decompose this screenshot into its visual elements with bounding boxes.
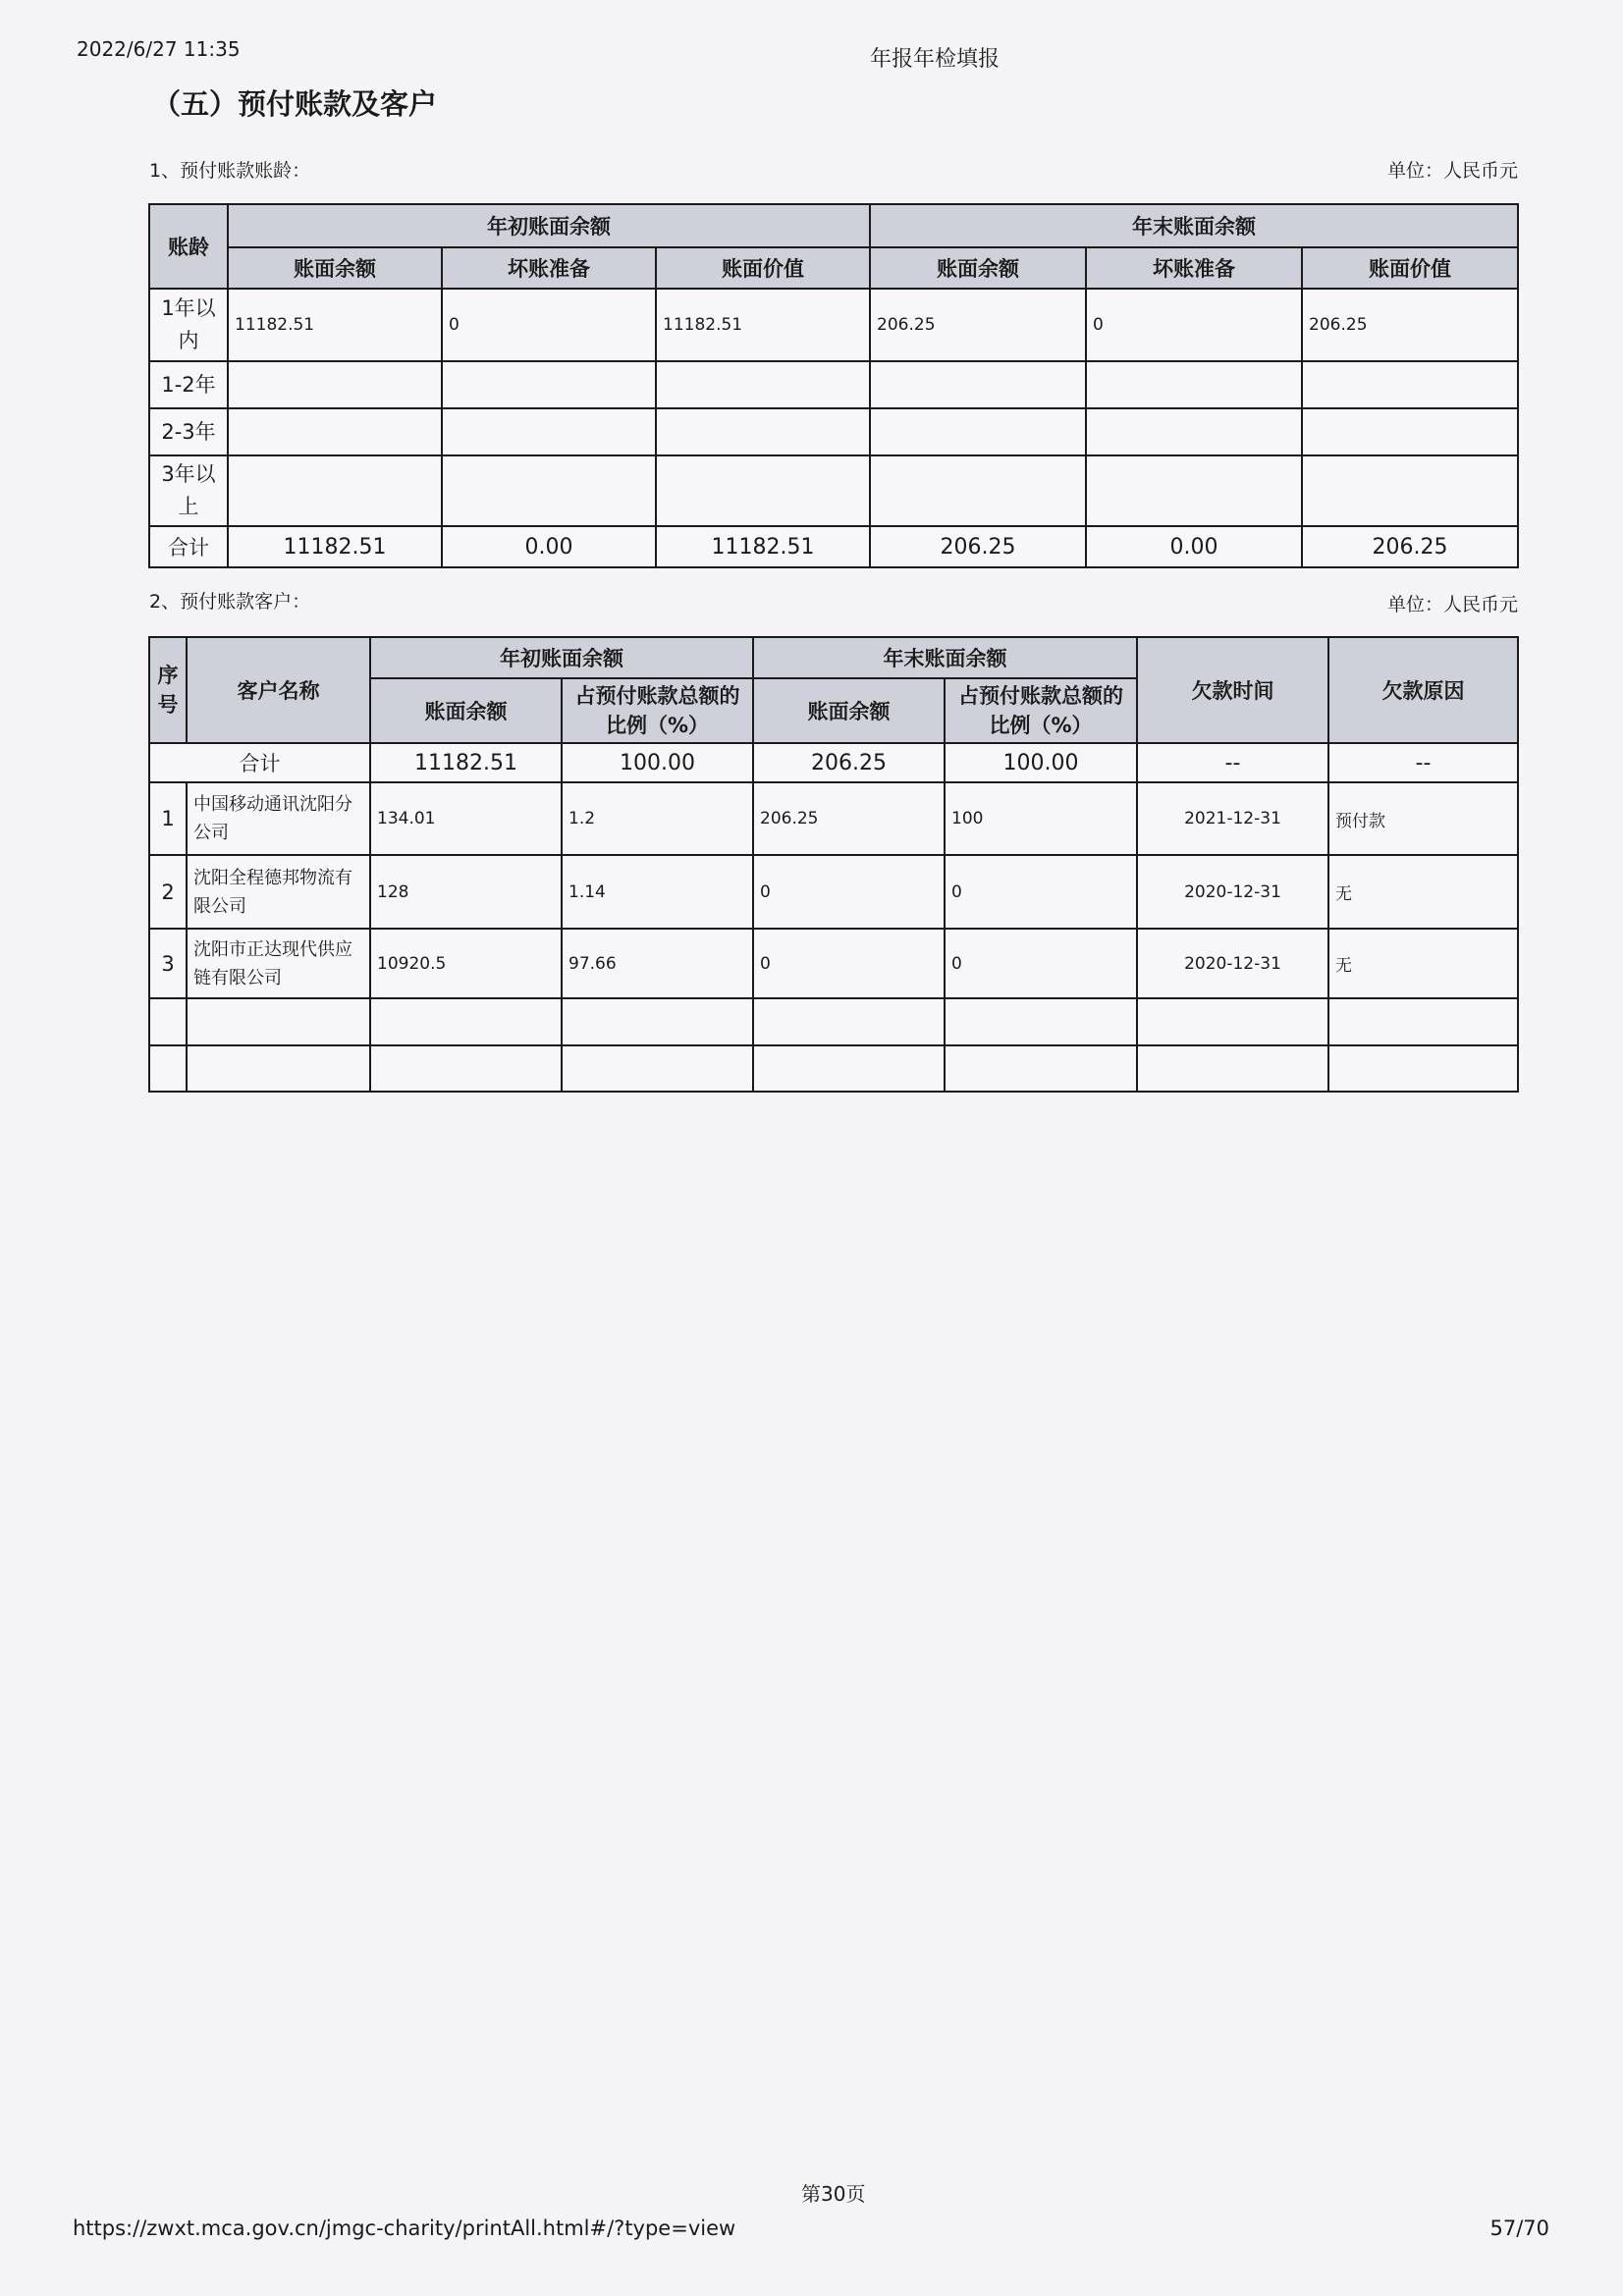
total-row bbox=[149, 526, 1518, 567]
cell-begin-bad-debt bbox=[442, 408, 656, 455]
cell-begin-ratio bbox=[562, 998, 753, 1045]
cell-end-value bbox=[1302, 361, 1518, 408]
customer-name bbox=[187, 998, 370, 1045]
total-begin-balance: 11182.51 bbox=[370, 743, 562, 782]
cell-debt-reason: 无 bbox=[1328, 855, 1518, 929]
col-header-bad-debt: 坏账准备 bbox=[442, 247, 656, 289]
cell-begin-balance: 11182.51 bbox=[228, 289, 442, 361]
total-end-bad-debt: 0.00 bbox=[1086, 526, 1302, 567]
customer-name: 沈阳全程德邦物流有限公司 bbox=[187, 855, 370, 929]
col-group-begin: 年初账面余额 bbox=[370, 637, 753, 678]
total-begin-balance: 11182.51 bbox=[228, 526, 442, 567]
table2-subtitle: 2、预付账款客户： bbox=[149, 591, 311, 613]
cell-end-ratio bbox=[945, 998, 1137, 1045]
col-header-age: 账龄 bbox=[149, 204, 228, 289]
cell-debt-time: 2021-12-31 bbox=[1137, 782, 1328, 855]
total-end-ratio: 100.00 bbox=[945, 743, 1137, 782]
cell-begin-balance bbox=[228, 361, 442, 408]
cell-begin-value bbox=[656, 455, 870, 526]
cell-begin-balance bbox=[370, 1045, 562, 1092]
row-no: 2 bbox=[149, 855, 187, 929]
table-row bbox=[149, 782, 1518, 855]
total-debt-time: -- bbox=[1137, 743, 1328, 782]
col-group-begin: 年初账面余额 bbox=[228, 204, 870, 247]
col-header-ratio: 占预付账款总额的比例（%） bbox=[945, 678, 1137, 743]
col-header-bad-debt: 坏账准备 bbox=[1086, 247, 1302, 289]
col-group-end: 年末账面余额 bbox=[870, 204, 1518, 247]
row-no: 3 bbox=[149, 929, 187, 998]
table-row bbox=[149, 361, 1518, 408]
row-no: 1 bbox=[149, 782, 187, 855]
cell-debt-reason bbox=[1328, 998, 1518, 1045]
col-header-book-value: 账面价值 bbox=[1302, 247, 1518, 289]
col-header-ratio: 占预付账款总额的比例（%） bbox=[562, 678, 753, 743]
cell-debt-time: 2020-12-31 bbox=[1137, 929, 1328, 998]
cell-begin-ratio: 1.2 bbox=[562, 782, 753, 855]
total-end-balance: 206.25 bbox=[753, 743, 945, 782]
print-header-title: 年报年检填报 bbox=[870, 47, 1001, 72]
table-row bbox=[149, 855, 1518, 929]
customer-table bbox=[148, 636, 1519, 1093]
total-label: 合计 bbox=[149, 743, 370, 782]
cell-begin-value: 11182.51 bbox=[656, 289, 870, 361]
total-end-balance: 206.25 bbox=[870, 526, 1086, 567]
cell-debt-reason: 预付款 bbox=[1328, 782, 1518, 855]
total-begin-value: 11182.51 bbox=[656, 526, 870, 567]
total-debt-reason: -- bbox=[1328, 743, 1518, 782]
table-row bbox=[149, 929, 1518, 998]
total-begin-bad-debt: 0.00 bbox=[442, 526, 656, 567]
cell-end-bad-debt bbox=[1086, 455, 1302, 526]
customer-name bbox=[187, 1045, 370, 1092]
col-header-debt-time: 欠款时间 bbox=[1137, 637, 1328, 743]
cell-begin-ratio bbox=[562, 1045, 753, 1092]
total-begin-ratio: 100.00 bbox=[562, 743, 753, 782]
cell-begin-bad-debt bbox=[442, 455, 656, 526]
row-no bbox=[149, 1045, 187, 1092]
print-datetime: 2022/6/27 11:35 bbox=[77, 37, 241, 61]
row-age: 2-3年 bbox=[149, 408, 228, 455]
cell-end-balance bbox=[870, 361, 1086, 408]
customer-name: 中国移动通讯沈阳分公司 bbox=[187, 782, 370, 855]
cell-begin-value bbox=[656, 408, 870, 455]
cell-end-ratio: 100 bbox=[945, 782, 1137, 855]
cell-end-ratio: 0 bbox=[945, 855, 1137, 929]
cell-begin-balance bbox=[228, 455, 442, 526]
cell-debt-reason bbox=[1328, 1045, 1518, 1092]
cell-begin-balance bbox=[228, 408, 442, 455]
cell-end-balance bbox=[753, 1045, 945, 1092]
row-age: 1年以内 bbox=[149, 289, 228, 361]
cell-end-value: 206.25 bbox=[1302, 289, 1518, 361]
cell-end-balance bbox=[753, 998, 945, 1045]
col-header-book-balance: 账面余额 bbox=[228, 247, 442, 289]
cell-begin-value bbox=[656, 361, 870, 408]
row-age: 1-2年 bbox=[149, 361, 228, 408]
customer-name: 沈阳市正达现代供应链有限公司 bbox=[187, 929, 370, 998]
cell-end-ratio bbox=[945, 1045, 1137, 1092]
row-no bbox=[149, 998, 187, 1045]
footer-page-count: 57/70 bbox=[1489, 2216, 1549, 2240]
table-row bbox=[149, 1045, 1518, 1092]
cell-end-bad-debt bbox=[1086, 408, 1302, 455]
table-row bbox=[149, 289, 1518, 361]
cell-end-balance: 0 bbox=[753, 855, 945, 929]
cell-debt-time bbox=[1137, 1045, 1328, 1092]
col-header-no: 序号 bbox=[149, 637, 187, 743]
cell-end-balance bbox=[870, 455, 1086, 526]
col-header-balance: 账面余额 bbox=[370, 678, 562, 743]
cell-end-value bbox=[1302, 408, 1518, 455]
col-group-end: 年末账面余额 bbox=[753, 637, 1137, 678]
cell-end-balance: 206.25 bbox=[870, 289, 1086, 361]
cell-begin-balance: 128 bbox=[370, 855, 562, 929]
aging-table bbox=[148, 203, 1519, 568]
cell-end-balance bbox=[870, 408, 1086, 455]
page-number: 第30页 bbox=[801, 2182, 866, 2206]
cell-begin-bad-debt bbox=[442, 361, 656, 408]
table-row bbox=[149, 998, 1518, 1045]
cell-debt-time: 2020-12-31 bbox=[1137, 855, 1328, 929]
cell-end-value bbox=[1302, 455, 1518, 526]
cell-debt-time bbox=[1137, 998, 1328, 1045]
table1-subtitle: 1、预付账款账龄： bbox=[149, 160, 311, 182]
footer-url: https://zwxt.mca.gov.cn/jmgc-charity/printAll.html#/?type=view bbox=[73, 2216, 736, 2240]
total-end-value: 206.25 bbox=[1302, 526, 1518, 567]
table2-unit: 单位：人民币元 bbox=[1386, 594, 1518, 615]
cell-begin-bad-debt: 0 bbox=[442, 289, 656, 361]
table1-unit: 单位：人民币元 bbox=[1386, 160, 1518, 182]
cell-begin-balance: 10920.5 bbox=[370, 929, 562, 998]
cell-end-ratio: 0 bbox=[945, 929, 1137, 998]
cell-begin-ratio: 97.66 bbox=[562, 929, 753, 998]
cell-begin-balance bbox=[370, 998, 562, 1045]
table-row bbox=[149, 455, 1518, 526]
cell-debt-reason: 无 bbox=[1328, 929, 1518, 998]
total-label: 合计 bbox=[149, 526, 228, 567]
col-header-book-balance: 账面余额 bbox=[870, 247, 1086, 289]
cell-begin-balance: 134.01 bbox=[370, 782, 562, 855]
col-header-debt-reason: 欠款原因 bbox=[1328, 637, 1518, 743]
cell-end-bad-debt: 0 bbox=[1086, 289, 1302, 361]
cell-end-balance: 206.25 bbox=[753, 782, 945, 855]
row-age: 3年以上 bbox=[149, 455, 228, 526]
cell-begin-ratio: 1.14 bbox=[562, 855, 753, 929]
col-header-customer-name: 客户名称 bbox=[187, 637, 370, 743]
section-title: （五）预付账款及客户 bbox=[152, 87, 438, 121]
cell-end-balance: 0 bbox=[753, 929, 945, 998]
col-header-book-value: 账面价值 bbox=[656, 247, 870, 289]
total-row bbox=[149, 743, 1518, 782]
col-header-balance: 账面余额 bbox=[753, 678, 945, 743]
cell-end-bad-debt bbox=[1086, 361, 1302, 408]
table-row bbox=[149, 408, 1518, 455]
